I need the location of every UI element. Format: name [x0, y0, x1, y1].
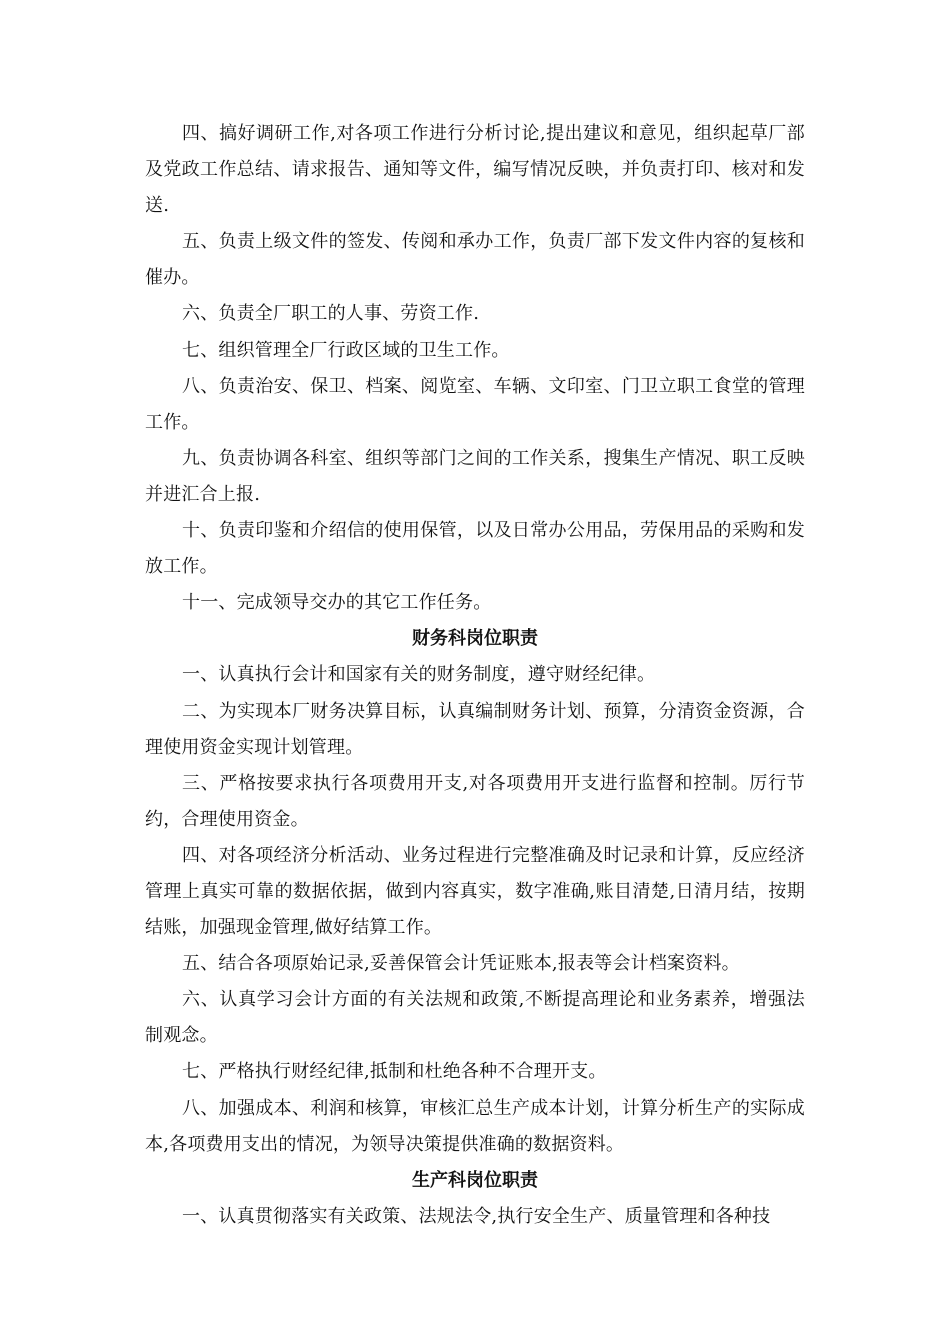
paragraph: 七、组织管理全厂行政区域的卫生工作。: [182, 339, 510, 361]
paragraph: 一、认真执行会计和国家有关的财务制度，遵守财经纪律。: [182, 664, 656, 686]
paragraph: 四、对各项经济分析活动、业务过程进行完整准确及时记录和计算，反应经济管理上真实可靠的数据依据，做到内容真实，数字准确,账目清楚,日清月结，按期结账，加强现金管理,做好结算工作。: [145, 844, 805, 939]
paragraph: 十、负责印鉴和介绍信的使用保管，以及日常办公用品，劳保用品的采购和发放工作。: [145, 520, 805, 578]
paragraph: 八、负责治安、保卫、档案、阅览室、车辆、文印室、门卫立职工食堂的管理工作。: [145, 375, 805, 433]
paragraph: 九、负责协调各科室、组织等部门之间的工作关系，搜集生产情况、职工反映并进汇合上报.: [145, 447, 805, 505]
paragraph: 二、为实现本厂财务决算目标，认真编制财务计划、预算，分清资金资源，合理使用资金实现计划管理。: [145, 700, 805, 758]
paragraph: 六、负责全厂职工的人事、劳资工作.: [182, 303, 480, 325]
paragraph: 三、严格按要求执行各项费用开支,对各项费用开支进行监督和控制。厉行节约，合理使用资金。: [145, 772, 805, 830]
paragraph: 五、负责上级文件的签发、传阅和承办工作，负责厂部下发文件内容的复核和催办。: [145, 231, 805, 289]
paragraph: 四、搞好调研工作,对各项工作进行分析讨论,提出建议和意见，组织起草厂部及党政工作总结、请求报告、通知等文件，编写情况反映，并负责打印、核对和发送.: [145, 123, 805, 217]
section-heading-finance: 财务科岗位职责: [412, 628, 538, 650]
paragraph: 一、认真贯彻落实有关政策、法规法令,执行安全生产、质量管理和各种技: [182, 1205, 771, 1227]
section-heading-production: 生产科岗位职责: [412, 1169, 538, 1191]
paragraph: 七、严格执行财经纪律,抵制和杜绝各种不合理开支。: [182, 1061, 607, 1083]
paragraph: 六、认真学习会计方面的有关法规和政策,不断提高理论和业务素养，增强法制观念。: [145, 989, 805, 1047]
paragraph: 五、结合各项原始记录,妥善保管会计凭证账本,报表等会计档案资料。: [182, 953, 740, 975]
paragraph: 十一、完成领导交办的其它工作任务。: [182, 592, 492, 614]
document-body: [145, 116, 805, 1235]
paragraph: 八、加强成本、利润和核算，审核汇总生产成本计划，计算分析生产的实际成本,各项费用支出的情况，为领导决策提供准确的数据资料。: [145, 1097, 805, 1155]
